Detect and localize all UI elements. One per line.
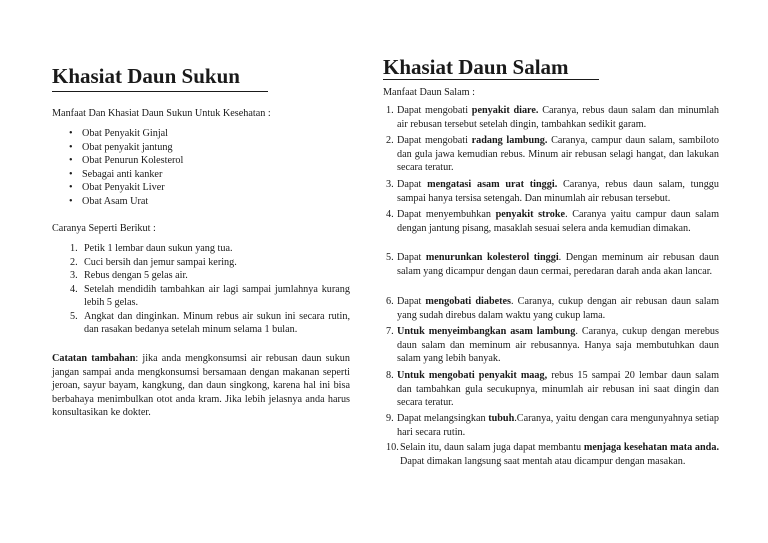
left-title: Khasiat Daun Sukun xyxy=(52,64,240,88)
left-intro: Manfaat Dan Khasiat Daun Sukun Untuk Kesehatan : xyxy=(52,108,271,119)
list-item: 10. Selain itu, daun salam juga dapat membantu menjaga kesehatan mata anda. Dapat dimakan langsung saat mentah atau dicampur dengan masakan. xyxy=(386,442,719,467)
right-title-underline xyxy=(383,79,599,80)
note-label: Catatan tambahan xyxy=(52,353,136,364)
list-item: 3. Dapat mengatasi asam urat tinggi. Caranya, rebus daun salam, tunggu sampai hanya tersisa setengah. Dan minumlah air rebusan tersebut. xyxy=(386,179,719,204)
list-item: • Obat Penyakit Liver xyxy=(52,181,350,195)
list-item: 8. Untuk mengobati penyakit maag, rebus 15 sampai 20 lembar daun salam dan tambahkan gula secukupnya, minumlah air rebusan ini saat dingin dan secara teratur. xyxy=(386,370,719,408)
method-heading: Caranya Seperti Berikut : xyxy=(52,223,156,234)
list-item: 7. Untuk menyeimbangkan asam lambung. Caranya, cukup dengan merebus daun salam dan meminum air rebusannya. Hanya saja membutuhkan daun salam yang lebih banyak. xyxy=(386,326,719,364)
list-item: 1. Petik 1 lembar daun sukun yang tua. xyxy=(70,243,233,254)
list-item: • Obat Penurun Kolesterol xyxy=(52,154,350,168)
list-item: 3. Rebus dengan 5 gelas air. xyxy=(70,270,188,281)
list-item: 2. Dapat mengobati radang lambung. Caranya, campur daun salam, sambiloto dan gula jawa kemudian rebus. Minum air rebusan selagi hangat, dan lakukan secara teratur. xyxy=(386,135,719,173)
steps-list xyxy=(52,242,350,337)
list-item: 4. Dapat menyembuhkan penyakit stroke. Caranya yaitu campur daun salam dengan jantung pisang, masaklah sesuai selera anda kemudian dimakan. xyxy=(386,209,719,234)
list-item: • Obat Asam Urat xyxy=(52,195,350,209)
right-intro: Manfaat Daun Salam : xyxy=(383,87,475,98)
note-text: : jika anda mengkonsumsi air rebusan daun sukun jangan sampai anda mengkonsumsi bersamaan dengan makanan seperti jeroan, sayur bayam, kangkung, dan daun singkong, karena hal ini bisa berbahaya menimbulkan otot anda kram. Jika lebih jelasnya anda harus konsultasikan ke dokter. xyxy=(52,353,350,418)
right-title: Khasiat Daun Salam xyxy=(383,55,569,79)
list-item: 1. Dapat mengobati penyakit diare. Caranya, rebus daun salam dan minumlah air rebusan tersebut setelah dingin, tambahkan sedikit garam. xyxy=(386,105,720,130)
list-item: 6. Dapat mengobati diabetes. Caranya, cukup dengan air rebusan daun salam yang sudah direbus dalam waktu yang cukup lama. xyxy=(386,296,720,321)
left-bullet-list xyxy=(52,127,350,208)
list-item: • Obat Penyakit Ginjal xyxy=(52,127,350,141)
list-item: 5. Dapat menurunkan kolesterol tinggi. Dengan meminum air rebusan daun salam yang dicampur dengan daun cermai, peredaran darah anda akan lancar. xyxy=(386,252,719,277)
list-item: 5. Angkat dan dinginkan. Minum rebus air sukun ini secara rutin, dan rasakan bedanya setelah minum selama 1 bulan. xyxy=(70,310,350,335)
additional-note xyxy=(52,352,350,420)
list-item: • Sebagai anti kanker xyxy=(52,168,350,182)
list-item: 2. Cuci bersih dan jemur sampai kering. xyxy=(70,256,237,268)
list-item: 9. Dapat melangsingkan tubuh.Caranya, yaitu dengan cara mengunyahnya setiap hari secara rutin. xyxy=(386,413,719,438)
left-title-underline xyxy=(52,91,268,92)
list-item: 4. Setelah mendidih tambahkan air lagi sampai jumlahnya kurang lebih 5 gelas. xyxy=(70,283,350,308)
list-item: • Obat penyakit jantung xyxy=(52,141,350,155)
